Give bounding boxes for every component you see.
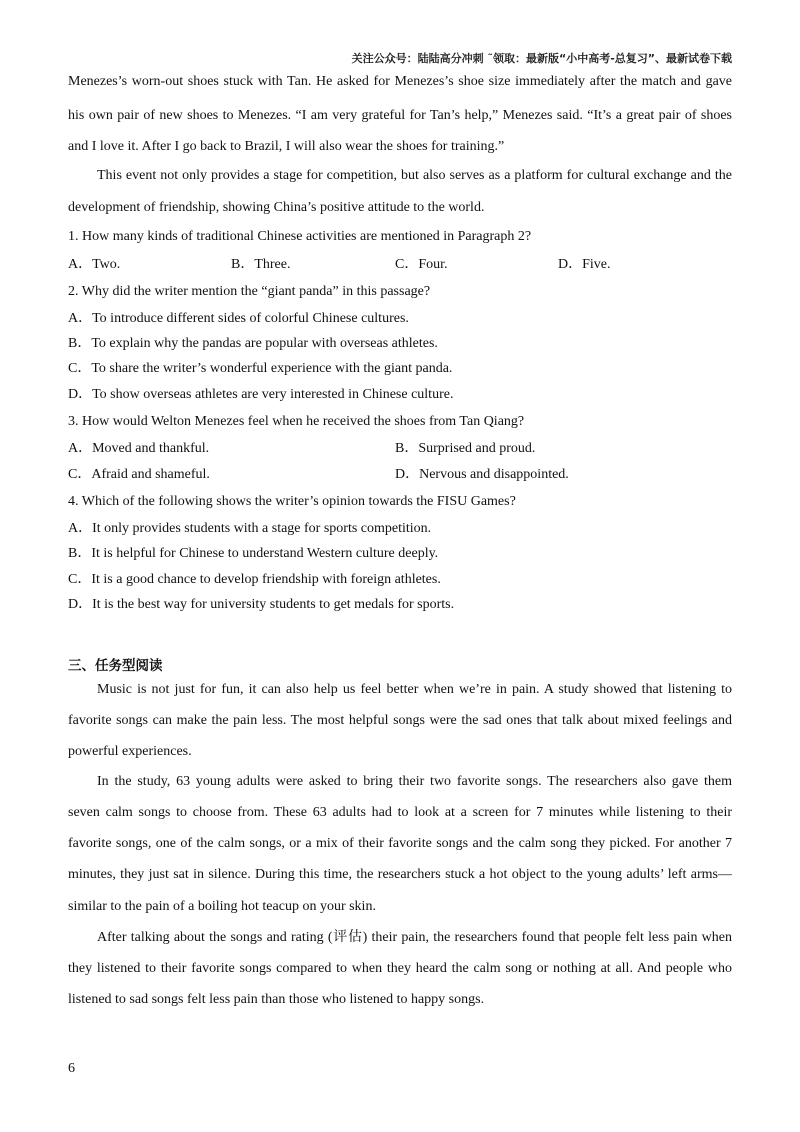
- question-4-option-b[interactable]: B．It is helpful for Chinese to understand Western culture deeply.: [68, 546, 439, 561]
- question-3-option-c[interactable]: C．Afraid and shameful.: [68, 467, 210, 482]
- question-1-option-b[interactable]: B．Three.: [231, 257, 291, 272]
- question-4-stem: 4. Which of the following shows the writer’s opinion towards the FISU Games?: [68, 494, 516, 509]
- question-4-option-c[interactable]: C．It is a good chance to develop friendship with foreign athletes.: [68, 572, 441, 587]
- question-3-stem: 3. How would Welton Menezes feel when he received the shoes from Tan Qiang?: [68, 414, 525, 429]
- passage-b-p2-line-1: In the study, 63 young adults were asked to bring their two favorite songs. The researchers also gave them: [97, 774, 732, 789]
- question-1-stem: 1. How many kinds of traditional Chinese activities are mentioned in Paragraph 2?: [68, 229, 532, 244]
- section-title: 三、任务型阅读: [68, 658, 163, 674]
- question-3-option-d[interactable]: D．Nervous and disappointed.: [395, 467, 569, 482]
- question-2-stem: 2. Why did the writer mention the “giant panda” in this passage?: [68, 284, 431, 299]
- question-4-option-d[interactable]: D．It is the best way for university students to get medals for sports.: [68, 597, 455, 612]
- question-2-option-b[interactable]: B．To explain why the pandas are popular with overseas athletes.: [68, 336, 438, 351]
- question-2-option-c[interactable]: C．To share the writer’s wonderful experience with the giant panda.: [68, 361, 453, 376]
- passage-b-p2-line-4: minutes, they just sat in silence. During this time, the researchers stuck a hot object to the young adults’ left arms—: [68, 867, 732, 882]
- question-1-option-d[interactable]: D．Five.: [558, 257, 611, 272]
- question-4-option-a[interactable]: A．It only provides students with a stage for sports competition.: [68, 521, 432, 536]
- passage-a-paragraph-2-line-2: development of friendship, showing China’s positive attitude to the world.: [68, 200, 485, 215]
- passage-b-p2-line-2: seven calm songs to choose from. These 63 adults had to look at a screen for 7 minutes while listening to their: [68, 805, 732, 820]
- question-1-option-c[interactable]: C．Four.: [395, 257, 448, 272]
- page-number: 6: [68, 1061, 75, 1076]
- question-3-option-a[interactable]: A．Moved and thankful.: [68, 441, 210, 456]
- question-2-option-d[interactable]: D．To show overseas athletes are very interested in Chinese culture.: [68, 387, 454, 402]
- passage-b-p2-line-5: similar to the pain of a boiling hot teacup on your skin.: [68, 899, 376, 914]
- passage-a-line-1: Menezes’s worn-out shoes stuck with Tan. He asked for Menezes’s shoe size immediately after the match and gave: [68, 74, 732, 89]
- question-1-option-a[interactable]: A．Two.: [68, 257, 121, 272]
- passage-a-line-3: and I love it. After I go back to Brazil, I will also wear the shoes for training.”: [68, 139, 505, 154]
- passage-a-paragraph-2-line-1: This event not only provides a stage for competition, but also serves as a platform for cultural exchange and the: [97, 168, 732, 183]
- question-2-option-a[interactable]: A．To introduce different sides of colorful Chinese cultures.: [68, 311, 409, 326]
- passage-b-p2-line-3: favorite songs, one of the calm songs, or a mix of their favorite songs and the calm song they picked. For another 7: [68, 836, 732, 851]
- passage-b-p1-line-1: Music is not just for fun, it can also help us feel better when we’re in pain. A study showed that listening to: [97, 682, 732, 697]
- passage-b-p1-line-2: favorite songs can make the pain less. The most helpful songs were the sad ones that talk about mixed feelings and: [68, 713, 732, 728]
- passage-b-p1-line-3: powerful experiences.: [68, 744, 192, 759]
- passage-b-p3-line-2: they listened to their favorite songs compared to when they heard the calm song or nothing at all. And people who: [68, 961, 732, 976]
- passage-b-p3-line-3: listened to sad songs felt less pain than those who listened to happy songs.: [68, 992, 485, 1007]
- passage-a-line-2: his own pair of new shoes to Menezes. “I am very grateful for Tan’s help,” Menezes said. “It’s a great pair of shoes: [68, 108, 732, 123]
- page-header-banner: 关注公众号：陆陆高分冲刺 ˜领取：最新版“小中高考-总复习”、最新试卷下载: [351, 52, 732, 65]
- passage-b-p3-line-1: After talking about the songs and rating (评估) their pain, the researchers found that people felt less pain when: [97, 930, 732, 945]
- question-3-option-b[interactable]: B．Surprised and proud.: [395, 441, 536, 456]
